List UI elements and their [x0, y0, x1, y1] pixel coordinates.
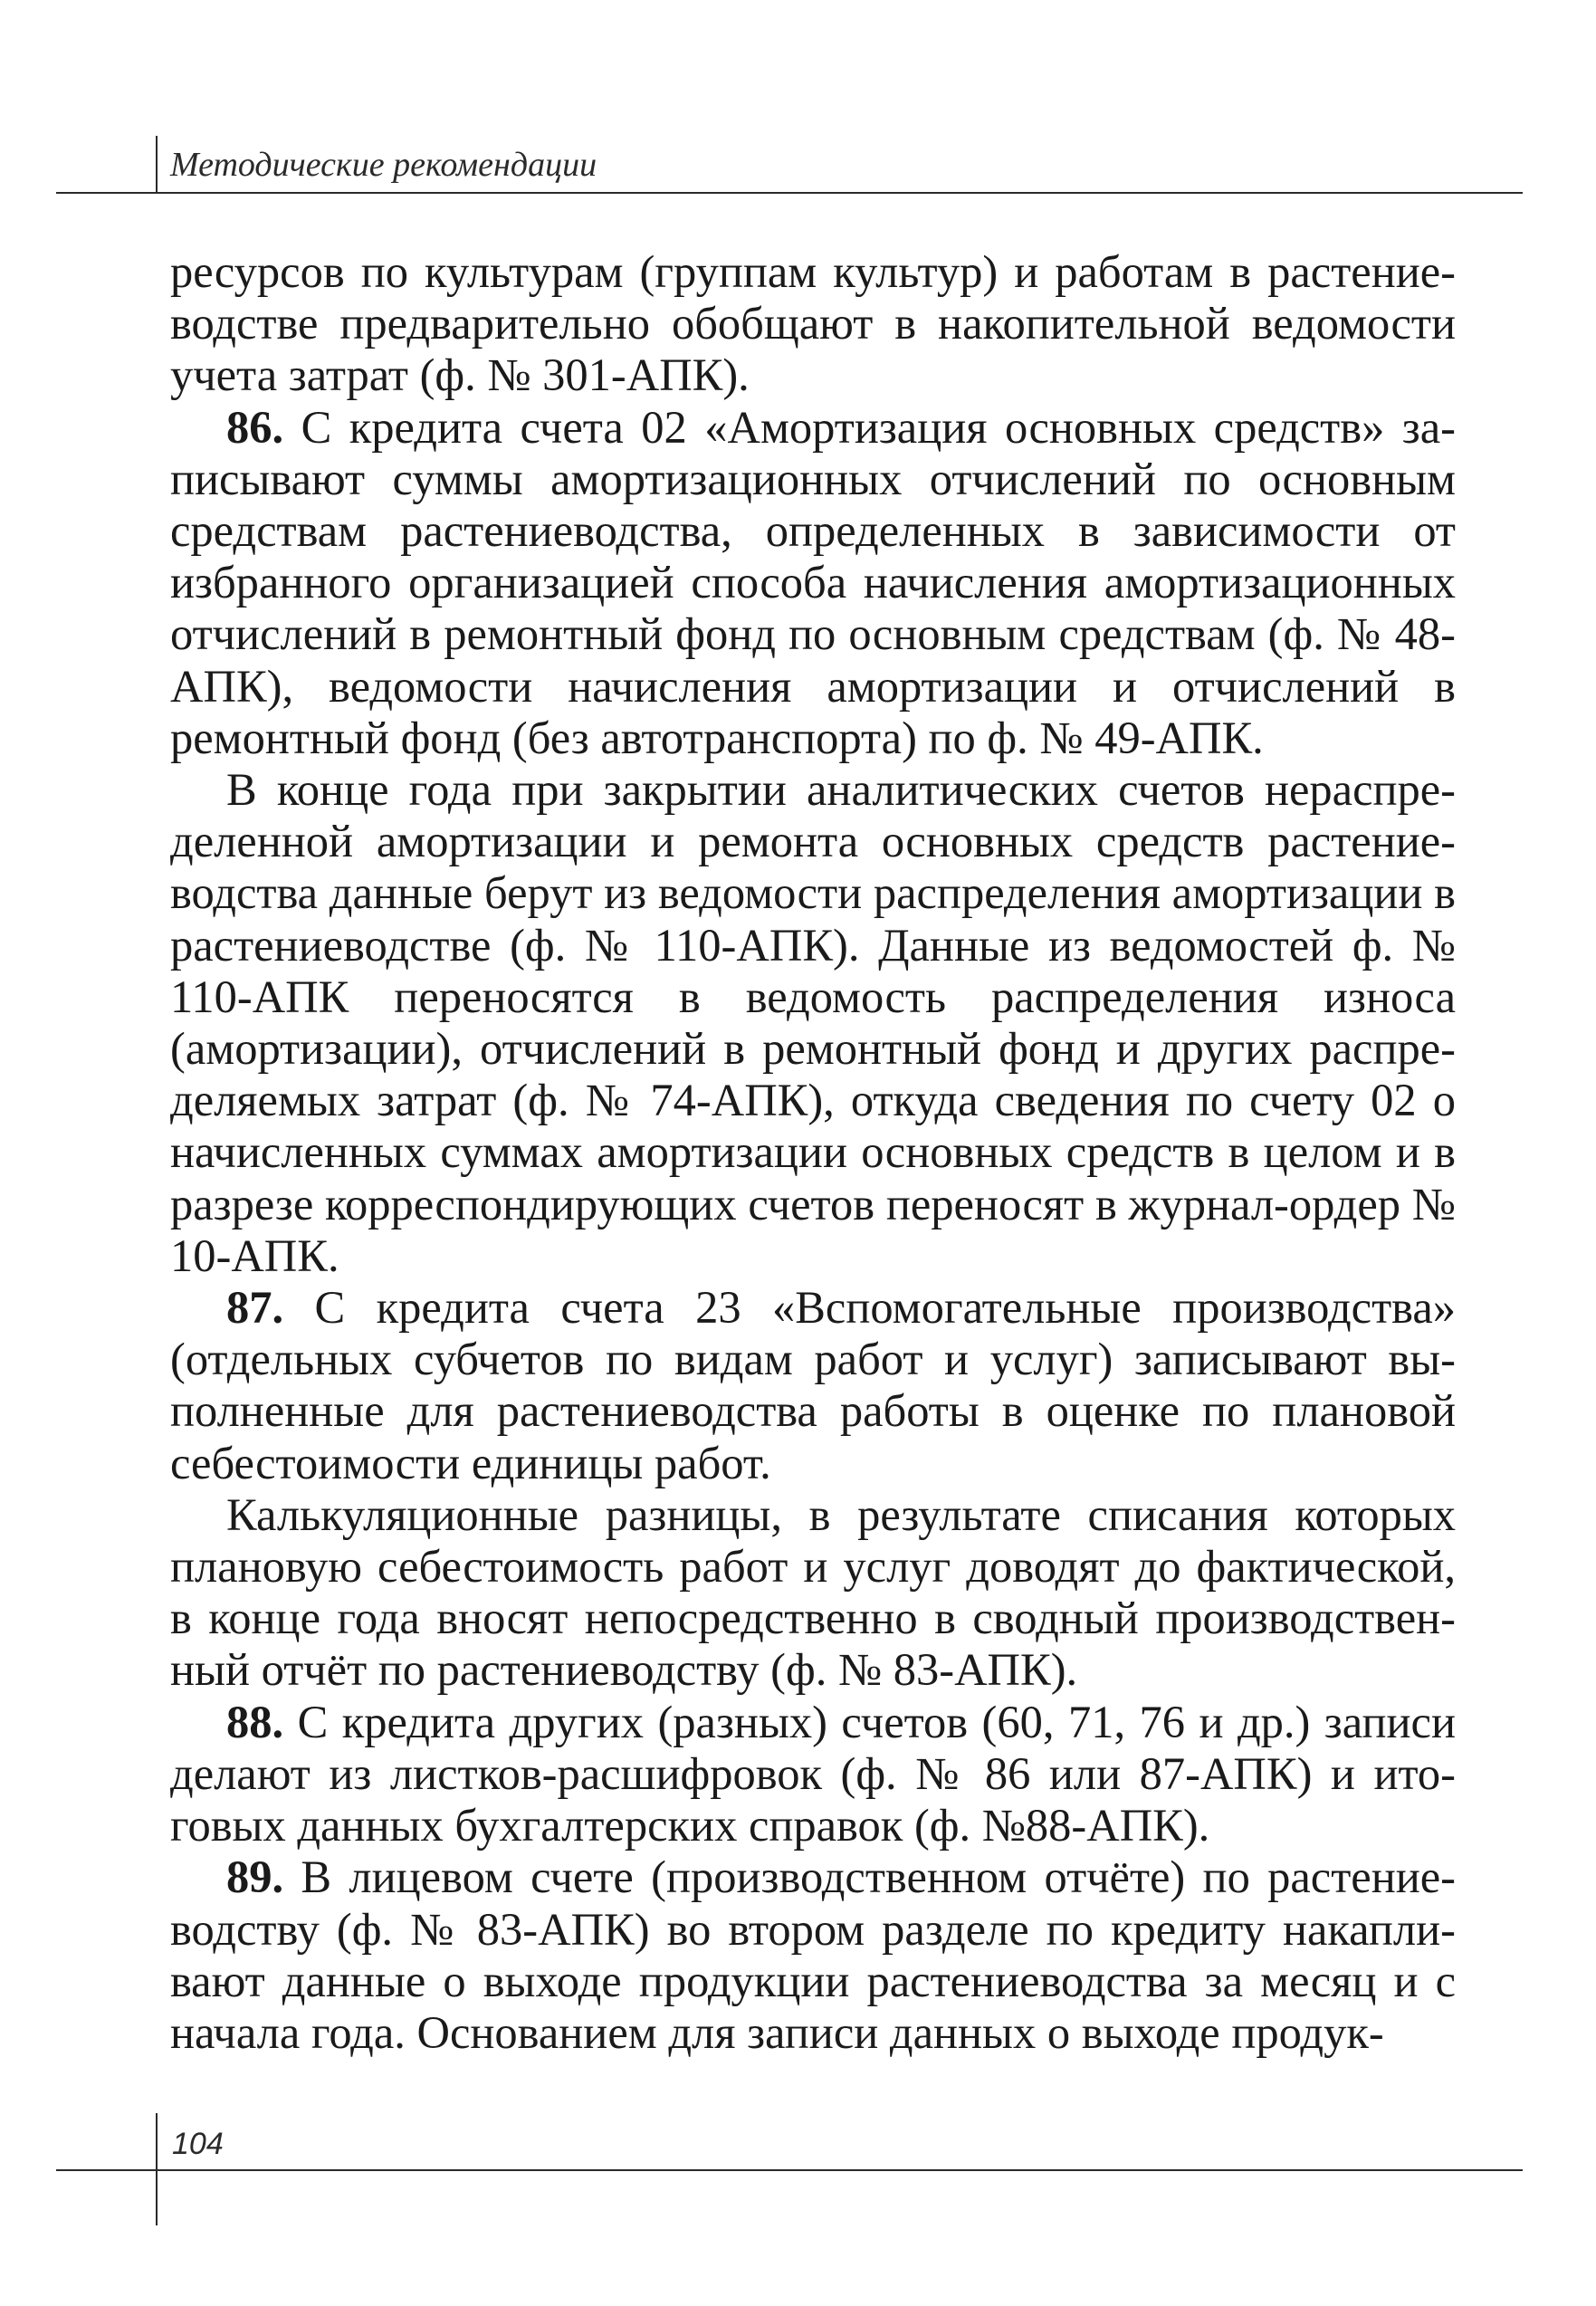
paragraph-number: 86. [226, 401, 284, 453]
paragraph-89 [170, 1851, 1456, 2059]
page-number: 104 [172, 2127, 224, 2161]
paragraph-87 [170, 1282, 1456, 1489]
paragraph-number: 88. [226, 1696, 284, 1747]
paragraph-text: С кредита счета 02 «Амортизация основных средств» записывают суммы амортизационных отчислений по основным средствам растениеводства, определенных в зависимости от избранного организацией способа начисления амортизационных отчислений в ремонтный фонд по основным средствам (ф. № 48-АПК), ведомости начисления амортизации и отчислений в ремонтный фонд (без автотранспорта) по ф. № 49-АПК. [170, 401, 1456, 763]
paragraph-86 [170, 402, 1456, 764]
body-text [170, 246, 1456, 2059]
running-header: Методические рекомендации [170, 146, 597, 184]
paragraph-text: С кредита счета 23 «Вспомогательные производства» (отдельных субчетов по видам работ и услуг) записывают выполненные для растениеводства работы в оценке по плановой себестоимости единицы работ. [170, 1282, 1456, 1488]
header-rule [56, 192, 1523, 194]
paragraph-87-continuation: Калькуляционные разницы, в результате списания которых плановую себестоимость работ и услуг доводят до фактической, в конце года вносят непосредственно в сводный производственный отчёт по растениеводству (ф. № 83-АПК). [170, 1488, 1456, 1696]
paragraph-text: С кредита других (разных) счетов (60, 71, 76 и др.) записи делают из листков-расшифровок (ф. № 86 или 87-АПК) и итоговых данных бухгалтерских справок (ф. №88-АПК). [170, 1696, 1456, 1851]
header-tick-mark [156, 136, 158, 192]
paragraph-86-continuation: В конце года при закрытии аналитических счетов нераспределенной амортизации и ремонта основных средств растениеводства данные берут из ведомости распределения амортизации в растениеводстве (ф. № 110-АПК). Данные из ведомостей ф. № 110-АПК переносятся в ведомость распределения износа (амортизации), отчислений в ремонтный фонд и других распределяемых затрат (ф. № 74-АПК), откуда сведения по счету 02 о начисленных суммах амортизации основных средств в целом и в разрезе корреспондирующих счетов переносят в журнал-ордер № 10-АПК. [170, 764, 1456, 1281]
paragraph-text: В лицевом счете (производственном отчёте) по растениеводству (ф. № 83-АПК) во втором разделе по кредиту накапливают данные о выходе продукции растениеводства за месяц и с начала года. Основанием для записи данных о выходе продук- [170, 1851, 1456, 2058]
paragraph-88 [170, 1697, 1456, 1852]
footer-rule [56, 2169, 1523, 2171]
paragraph-number: 87. [226, 1282, 284, 1334]
paragraph-intro: ресурсов по культурам (группам культур) и работам в растениеводстве предварительно обобщают в накопительной ведомости учета затрат (ф. № 301-АПК). [170, 246, 1456, 401]
paragraph-number: 89. [226, 1851, 284, 1903]
